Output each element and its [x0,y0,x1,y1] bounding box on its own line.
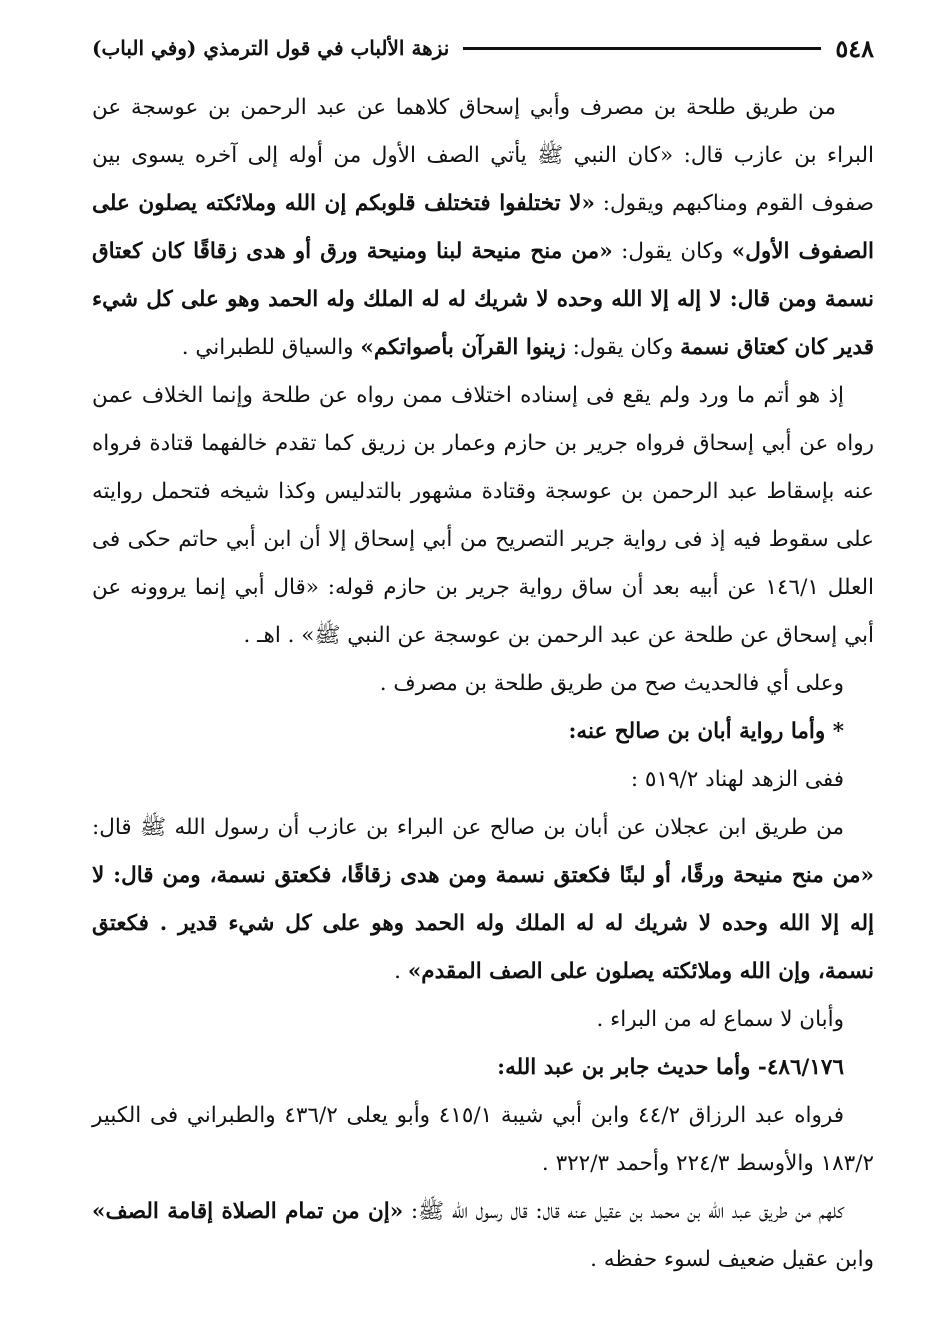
section-heading-aban [92,708,874,756]
paragraph-3 [92,660,874,708]
text-run: إذ هو أتم ما ورد ولم يقع فى إسناده اختلاف ممن رواه عن طلحة وإنما الخلاف عمن رواه عن أبي إسحاق فرواه جرير بن حازم وعمار بن زريق كما تقدم خالفهما قتادة فرواه عنه بإسقاط عبد الرحمن بن عوسجة وقتادة مشهور بالتدليس وكذا شيخه فتحمل روايته على سقوط فيه إذ فى رواية جرير التصريح من أبي إسحاق إلا أن ابن أبي حاتم حكى فى العلل ١٤٦/١ عن أبيه بعد أن ساق رواية جرير بن حازم قوله: «قال أبي إنما يروونه عن أبي إسحاق عن طلحة عن عبد الرحمن بن عوسجة عن النبي ﷺ» . اهـ . [92,383,874,648]
hadith-quote: «إن من تمام الصلاة إقامة الصف» [92,1199,404,1224]
text-run: ففى الزهد لهناد ٥١٩/٢ : [630,767,844,792]
running-title: نزهة الألباب في قول الترمذي (وفي الباب) [92,36,450,60]
text-run: . [394,959,408,984]
hadith-quote: «من منح منيحة ورقًا، أو لبنًا فكعتق نسمة ومن هدى زقاقًا، فكعتق نسمة، ومن قال: لا إله إلا الله وحده لا شريك له له الملك وله الحمد وهو على كل شيء قدير . فكعتق نسمة، وإن الله وملائكته يصلون على الصف المقدم» [92,863,874,984]
text-run: وكان يقول: [565,335,681,360]
paragraph-1 [92,84,874,372]
text-run: والسياق للطبراني . [181,335,361,360]
hadith-quote: زينوا القرآن بأصواتكم» [360,335,566,360]
text-run: فرواه عبد الرزاق ٤٤/٢ وابن أبي شيبة ٤١٥/١ وأبو يعلى ٤٣٦/٢ والطبراني فى الكبير ١٨٣/٢ والأوسط ٢٢٤/٣ وأحمد ٣٢٢/٣ . [92,1103,874,1176]
paragraph-2 [92,372,874,660]
hadith-quote: «لا تختلفوا فتختلف قلوبكم إن الله وملائكته يصلون على الصفوف الأول» [92,191,874,264]
section-heading-text: * وأما رواية أبان بن صالح عنه: [568,719,844,744]
page-number: ٥٤٨ [835,33,874,63]
paragraph-zuhd-source [92,756,874,804]
page-header [92,30,874,66]
text-run: من طريق ابن عجلان عن أبان بن صالح عن البراء بن عازب أن رسول الله ﷺ قال: [92,815,844,840]
paragraph-aban-note [92,996,874,1044]
text-run: من طريق طلحة بن مصرف وأبي إسحاق كلاهما عن عبد الرحمن بن عوسجة عن البراء بن عازب قال: «كان النبي ﷺ يأتي الصف الأول من أوله إلى آخره يسوى بين صفوف القوم ومناكبهم ويقول: [92,95,874,216]
paragraph-aban-hadith [92,804,874,996]
hadith-quote: «من منح منيحة لبنا ومنيحة ورق أو هدى زقاقًا كان كعتاق نسمة ومن قال: لا إله إلا الله وحده لا شريك له له الملك وله الحمد وهو على كل شيء قدير كان كعتاق نسمة [92,239,874,360]
section-heading-jabir [92,1044,874,1092]
text-run: وكان يقول: [612,239,732,264]
text-run: وعلى أي فالحديث صح من طريق طلحة بن مصرف . [379,671,844,696]
header-rule [463,47,821,50]
section-heading-text: ٤٨٦/١٧٦- وأما حديث جابر بن عبد الله: [497,1055,844,1080]
page-body [92,84,874,1284]
text-run: كلهم من طريق عبد الله بن محمد بن عقيل عنه قال: قال رسول الله ﷺ: [403,1199,844,1224]
text-run: وأبان لا سماع له من البراء . [596,1007,844,1032]
book-page [92,30,874,1284]
paragraph-jabir-sources [92,1092,874,1188]
paragraph-jabir-hadith [92,1188,874,1284]
text-run: وابن عقيل ضعيف لسوء حفظه . [590,1247,874,1272]
